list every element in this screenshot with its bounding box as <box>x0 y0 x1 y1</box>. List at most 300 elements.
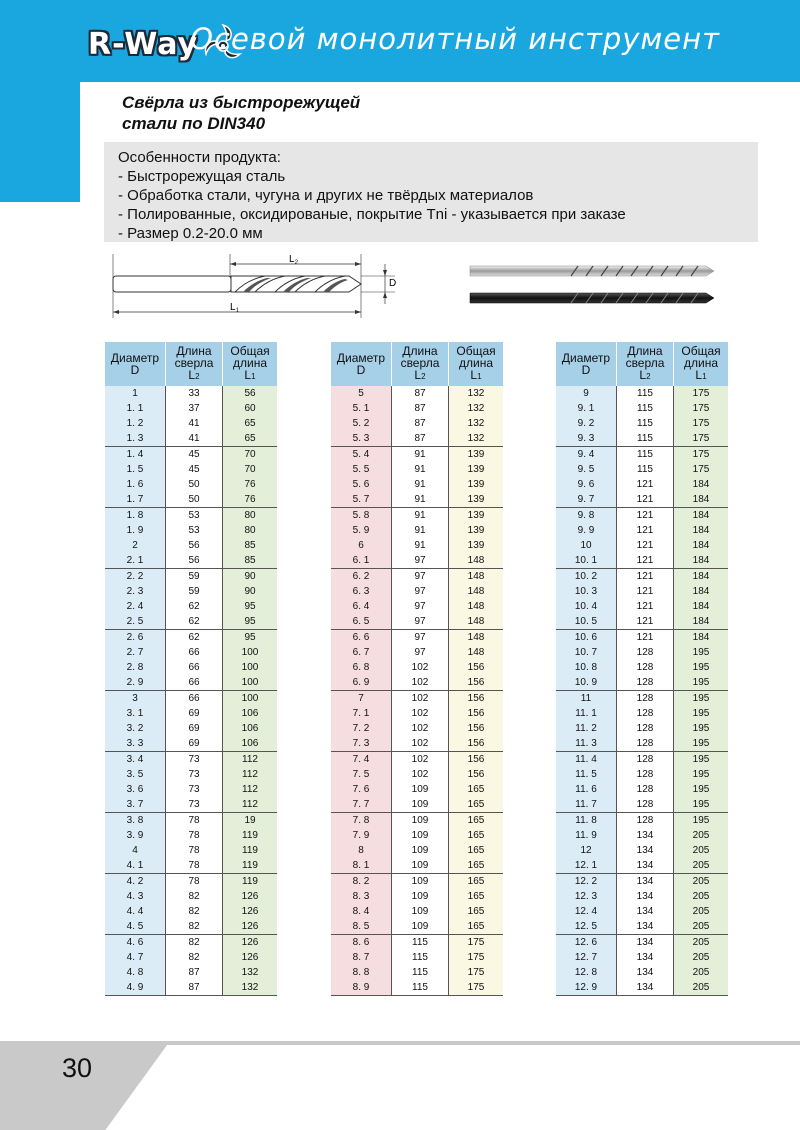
diameter-cell: 9. 3 <box>556 431 617 447</box>
drill-length-cell: 121 <box>617 614 674 630</box>
table-row <box>556 767 728 782</box>
table-row <box>331 889 503 904</box>
table-row <box>331 492 503 508</box>
table-row <box>105 614 277 630</box>
total-length-cell: 156 <box>449 660 504 675</box>
drill-length-cell: 128 <box>617 675 674 691</box>
drill-length-cell: 66 <box>166 660 223 675</box>
total-length-cell: 195 <box>674 752 729 768</box>
drill-length-cell: 78 <box>166 813 223 829</box>
drill-length-cell: 134 <box>617 919 674 935</box>
drill-length-cell: 109 <box>392 889 449 904</box>
drill-length-cell: 91 <box>392 477 449 492</box>
table-row <box>556 523 728 538</box>
total-length-cell: 195 <box>674 706 729 721</box>
total-length-cell: 132 <box>449 401 504 416</box>
table-row <box>105 462 277 477</box>
total-length-cell: 156 <box>449 752 504 768</box>
table-row <box>556 950 728 965</box>
diameter-cell: 7. 9 <box>331 828 392 843</box>
total-length-header: Общая длина L1 <box>449 342 504 386</box>
table-row <box>556 538 728 553</box>
total-length-cell: 156 <box>449 736 504 752</box>
diameter-cell: 11 <box>556 691 617 707</box>
diameter-cell: 3. 6 <box>105 782 166 797</box>
diameter-cell: 12. 3 <box>556 889 617 904</box>
total-length-cell: 205 <box>674 843 729 858</box>
table-row <box>556 630 728 646</box>
drill-length-cell: 115 <box>617 447 674 463</box>
drill-length-header: Длина сверла L2 <box>166 342 223 386</box>
diameter-cell: 2. 5 <box>105 614 166 630</box>
diameter-cell: 2. 1 <box>105 553 166 569</box>
drill-length-cell: 134 <box>617 843 674 858</box>
drill-length-cell: 102 <box>392 660 449 675</box>
total-length-cell: 175 <box>449 950 504 965</box>
table-row <box>331 386 503 401</box>
diameter-cell: 11. 9 <box>556 828 617 843</box>
drill-length-cell: 73 <box>166 782 223 797</box>
drill-length-cell: 121 <box>617 538 674 553</box>
drill-length-cell: 102 <box>392 736 449 752</box>
total-length-cell: 205 <box>674 858 729 874</box>
table-row <box>556 614 728 630</box>
table-row <box>556 858 728 874</box>
table-row <box>105 584 277 599</box>
drill-photo <box>466 260 716 310</box>
diameter-cell: 4. 4 <box>105 904 166 919</box>
diameter-header: Диаметр D <box>331 342 392 386</box>
diameter-cell: 1. 7 <box>105 492 166 508</box>
table-row <box>105 675 277 691</box>
total-length-cell: 195 <box>674 736 729 752</box>
total-length-cell: 148 <box>449 553 504 569</box>
total-length-cell: 205 <box>674 965 729 980</box>
table-row <box>105 889 277 904</box>
total-length-cell: 165 <box>449 874 504 890</box>
drill-length-cell: 53 <box>166 508 223 524</box>
total-length-cell: 148 <box>449 599 504 614</box>
total-length-cell: 100 <box>223 691 278 707</box>
drill-length-cell: 121 <box>617 508 674 524</box>
table-row <box>331 599 503 614</box>
diameter-cell: 12. 6 <box>556 935 617 951</box>
brand-name: R-Way <box>88 26 199 62</box>
diameter-cell: 10. 9 <box>556 675 617 691</box>
product-title-line2: стали по DIN340 <box>122 114 266 133</box>
diameter-cell: 1. 4 <box>105 447 166 463</box>
total-length-cell: 156 <box>449 706 504 721</box>
total-length-cell: 65 <box>223 431 278 447</box>
drill-length-cell: 45 <box>166 462 223 477</box>
diameter-cell: 8 <box>331 843 392 858</box>
table-row <box>105 797 277 813</box>
total-length-cell: 165 <box>449 813 504 829</box>
drill-length-cell: 115 <box>617 401 674 416</box>
total-length-cell: 70 <box>223 447 278 463</box>
diameter-cell: 9. 2 <box>556 416 617 431</box>
table-row <box>105 782 277 797</box>
drill-length-cell: 134 <box>617 935 674 951</box>
diameter-cell: 11. 6 <box>556 782 617 797</box>
total-length-cell: 119 <box>223 858 278 874</box>
table-row <box>105 858 277 874</box>
drill-length-cell: 115 <box>392 980 449 996</box>
drill-length-cell: 78 <box>166 874 223 890</box>
diameter-cell: 6. 1 <box>331 553 392 569</box>
total-length-header: Общая длина L1 <box>674 342 729 386</box>
total-length-cell: 132 <box>449 386 504 401</box>
diameter-cell: 1. 2 <box>105 416 166 431</box>
table-row <box>331 630 503 646</box>
drill-length-cell: 78 <box>166 843 223 858</box>
diameter-cell: 8. 7 <box>331 950 392 965</box>
table-row <box>105 401 277 416</box>
drill-length-cell: 115 <box>617 416 674 431</box>
total-length-cell: 126 <box>223 904 278 919</box>
total-length-cell: 205 <box>674 874 729 890</box>
diameter-cell: 4. 2 <box>105 874 166 890</box>
diameter-cell: 9. 9 <box>556 523 617 538</box>
drill-length-cell: 109 <box>392 828 449 843</box>
table-row <box>331 843 503 858</box>
diameter-cell: 3. 8 <box>105 813 166 829</box>
diameter-cell: 6. 6 <box>331 630 392 646</box>
total-length-cell: 195 <box>674 797 729 813</box>
diameter-cell: 8. 3 <box>331 889 392 904</box>
table-row <box>556 492 728 508</box>
feature-item: - Полированные, оксидированые, покрытие Tni - указывается при заказе <box>118 206 626 223</box>
table-row <box>105 431 277 447</box>
diameter-cell: 5. 8 <box>331 508 392 524</box>
table-row <box>556 752 728 768</box>
drill-length-cell: 134 <box>617 980 674 996</box>
product-title-line1: Свёрла из быстрорежущей <box>122 93 361 112</box>
table-row <box>105 874 277 890</box>
drill-length-cell: 50 <box>166 492 223 508</box>
diameter-cell: 10. 5 <box>556 614 617 630</box>
diameter-cell: 5. 1 <box>331 401 392 416</box>
table-row <box>331 477 503 492</box>
drill-length-cell: 115 <box>392 935 449 951</box>
table-row <box>331 935 503 951</box>
diameter-cell: 12. 7 <box>556 950 617 965</box>
total-length-cell: 184 <box>674 553 729 569</box>
table-row <box>556 416 728 431</box>
table-row <box>556 782 728 797</box>
diameter-cell: 3. 3 <box>105 736 166 752</box>
total-length-cell: 175 <box>674 416 729 431</box>
drill-size-table-3 <box>556 342 728 996</box>
table-row <box>556 477 728 492</box>
diameter-header: Диаметр D <box>556 342 617 386</box>
table-row <box>556 447 728 463</box>
table-row <box>105 553 277 569</box>
drill-length-cell: 109 <box>392 874 449 890</box>
table-row <box>105 416 277 431</box>
table-row <box>331 523 503 538</box>
total-length-cell: 184 <box>674 584 729 599</box>
total-length-cell: 119 <box>223 874 278 890</box>
table-row <box>105 919 277 935</box>
total-length-cell: 195 <box>674 675 729 691</box>
diameter-cell: 1. 3 <box>105 431 166 447</box>
diameter-cell: 1. 6 <box>105 477 166 492</box>
drill-length-cell: 109 <box>392 797 449 813</box>
total-length-cell: 175 <box>449 935 504 951</box>
table-row <box>331 980 503 996</box>
total-length-cell: 106 <box>223 706 278 721</box>
drill-length-cell: 128 <box>617 660 674 675</box>
total-length-cell: 126 <box>223 950 278 965</box>
drill-length-cell: 59 <box>166 584 223 599</box>
total-length-cell: 184 <box>674 492 729 508</box>
drill-length-cell: 53 <box>166 523 223 538</box>
total-length-cell: 139 <box>449 523 504 538</box>
diameter-cell: 7. 5 <box>331 767 392 782</box>
table-row <box>105 767 277 782</box>
total-length-cell: 175 <box>674 401 729 416</box>
table-row <box>556 813 728 829</box>
drill-length-cell: 69 <box>166 706 223 721</box>
feature-item: - Размер 0.2-20.0 мм <box>118 225 263 242</box>
drill-length-cell: 97 <box>392 599 449 614</box>
drill-length-cell: 62 <box>166 630 223 646</box>
total-length-cell: 80 <box>223 508 278 524</box>
table-row <box>331 538 503 553</box>
drill-length-cell: 102 <box>392 691 449 707</box>
table-row <box>331 874 503 890</box>
features-heading: Особенности продукта: <box>118 149 281 166</box>
drill-length-cell: 134 <box>617 965 674 980</box>
drill-length-cell: 97 <box>392 645 449 660</box>
diameter-header: Диаметр D <box>105 342 166 386</box>
diameter-cell: 2. 3 <box>105 584 166 599</box>
diameter-cell: 6. 5 <box>331 614 392 630</box>
diameter-cell: 1. 9 <box>105 523 166 538</box>
total-length-cell: 19 <box>223 813 278 829</box>
diameter-cell: 6. 3 <box>331 584 392 599</box>
drill-length-cell: 109 <box>392 813 449 829</box>
table-row <box>105 965 277 980</box>
total-length-cell: 195 <box>674 660 729 675</box>
diameter-cell: 11. 1 <box>556 706 617 721</box>
total-length-cell: 175 <box>449 965 504 980</box>
drill-length-cell: 128 <box>617 797 674 813</box>
features-box <box>104 142 758 242</box>
drill-length-cell: 91 <box>392 538 449 553</box>
total-length-cell: 156 <box>449 767 504 782</box>
total-length-cell: 148 <box>449 569 504 585</box>
table-header-row <box>556 342 728 386</box>
diameter-cell: 2. 2 <box>105 569 166 585</box>
drill-dimension-diagram <box>105 252 405 322</box>
total-length-cell: 184 <box>674 508 729 524</box>
drill-length-cell: 128 <box>617 767 674 782</box>
diameter-cell: 6 <box>331 538 392 553</box>
diameter-cell: 11. 2 <box>556 721 617 736</box>
total-length-cell: 95 <box>223 630 278 646</box>
table-row <box>331 660 503 675</box>
total-length-cell: 132 <box>223 965 278 980</box>
drill-length-cell: 62 <box>166 599 223 614</box>
diameter-cell: 8. 4 <box>331 904 392 919</box>
table-row <box>105 843 277 858</box>
drill-length-cell: 102 <box>392 767 449 782</box>
table-row <box>556 431 728 447</box>
diameter-cell: 12 <box>556 843 617 858</box>
table-row <box>105 706 277 721</box>
drill-length-cell: 97 <box>392 553 449 569</box>
diameter-cell: 5. 5 <box>331 462 392 477</box>
diameter-cell: 7. 8 <box>331 813 392 829</box>
table-row <box>556 980 728 996</box>
diameter-cell: 10. 1 <box>556 553 617 569</box>
header-side-accent <box>0 82 80 202</box>
diameter-cell: 3. 5 <box>105 767 166 782</box>
diameter-cell: 7. 3 <box>331 736 392 752</box>
table-row <box>105 904 277 919</box>
diameter-cell: 5 <box>331 386 392 401</box>
diameter-cell: 6. 9 <box>331 675 392 691</box>
drill-length-cell: 128 <box>617 782 674 797</box>
total-length-cell: 119 <box>223 843 278 858</box>
drill-length-cell: 97 <box>392 569 449 585</box>
table-row <box>556 828 728 843</box>
diameter-cell: 7. 2 <box>331 721 392 736</box>
total-length-cell: 80 <box>223 523 278 538</box>
total-length-cell: 139 <box>449 538 504 553</box>
total-length-cell: 70 <box>223 462 278 477</box>
drill-length-cell: 128 <box>617 691 674 707</box>
diameter-cell: 1 <box>105 386 166 401</box>
diameter-cell: 7 <box>331 691 392 707</box>
total-length-cell: 139 <box>449 462 504 477</box>
total-length-cell: 175 <box>674 462 729 477</box>
table-row <box>105 935 277 951</box>
feature-item: - Быстрорежущая сталь <box>118 168 286 185</box>
table-row <box>331 614 503 630</box>
drill-length-cell: 87 <box>166 965 223 980</box>
drill-length-cell: 115 <box>392 950 449 965</box>
table-row <box>331 767 503 782</box>
diameter-cell: 9. 7 <box>556 492 617 508</box>
table-header-row <box>331 342 503 386</box>
diameter-cell: 5. 7 <box>331 492 392 508</box>
total-length-cell: 205 <box>674 919 729 935</box>
total-length-cell: 184 <box>674 477 729 492</box>
diameter-cell: 3. 4 <box>105 752 166 768</box>
diameter-cell: 6. 2 <box>331 569 392 585</box>
total-length-cell: 184 <box>674 614 729 630</box>
diameter-cell: 9 <box>556 386 617 401</box>
diameter-cell: 10. 4 <box>556 599 617 614</box>
drill-length-cell: 121 <box>617 523 674 538</box>
diameter-cell: 5. 3 <box>331 431 392 447</box>
total-length-cell: 139 <box>449 492 504 508</box>
page-number: 30 <box>62 1053 93 1083</box>
diameter-cell: 2 <box>105 538 166 553</box>
total-length-cell: 205 <box>674 980 729 996</box>
table-row <box>556 553 728 569</box>
drill-length-cell: 91 <box>392 508 449 524</box>
table-row <box>556 569 728 585</box>
total-length-cell: 175 <box>674 431 729 447</box>
drill-length-cell: 37 <box>166 401 223 416</box>
table-row <box>331 904 503 919</box>
total-length-cell: 126 <box>223 919 278 935</box>
table-row <box>556 965 728 980</box>
total-length-cell: 175 <box>449 980 504 996</box>
diameter-cell: 7. 7 <box>331 797 392 813</box>
total-length-cell: 132 <box>223 980 278 996</box>
total-length-cell: 205 <box>674 889 729 904</box>
table-row <box>105 645 277 660</box>
table-row <box>331 553 503 569</box>
total-length-cell: 95 <box>223 599 278 614</box>
total-length-cell: 205 <box>674 935 729 951</box>
table-row <box>105 477 277 492</box>
total-length-cell: 90 <box>223 569 278 585</box>
diameter-cell: 11. 7 <box>556 797 617 813</box>
total-length-cell: 195 <box>674 721 729 736</box>
diameter-cell: 11. 4 <box>556 752 617 768</box>
table-row <box>331 447 503 463</box>
diameter-cell: 2. 6 <box>105 630 166 646</box>
diameter-cell: 10. 3 <box>556 584 617 599</box>
drill-length-cell: 66 <box>166 675 223 691</box>
drill-length-cell: 115 <box>617 431 674 447</box>
table-row <box>556 675 728 691</box>
drill-size-table-2 <box>331 342 503 996</box>
drill-length-cell: 97 <box>392 584 449 599</box>
table-row <box>331 706 503 721</box>
table-row <box>331 919 503 935</box>
table-row <box>556 584 728 599</box>
diameter-cell: 12. 9 <box>556 980 617 996</box>
total-length-cell: 165 <box>449 904 504 919</box>
total-length-cell: 85 <box>223 538 278 553</box>
drill-length-cell: 33 <box>166 386 223 401</box>
table-row <box>331 675 503 691</box>
total-length-cell: 76 <box>223 477 278 492</box>
drill-length-cell: 82 <box>166 935 223 951</box>
total-length-cell: 139 <box>449 508 504 524</box>
total-length-cell: 165 <box>449 889 504 904</box>
diameter-cell: 1. 1 <box>105 401 166 416</box>
diameter-cell: 5. 2 <box>331 416 392 431</box>
drill-length-cell: 121 <box>617 630 674 646</box>
total-length-cell: 95 <box>223 614 278 630</box>
diameter-cell: 4. 5 <box>105 919 166 935</box>
diameter-cell: 6. 8 <box>331 660 392 675</box>
table-row <box>556 645 728 660</box>
drill-length-cell: 128 <box>617 706 674 721</box>
diameter-cell: 8. 2 <box>331 874 392 890</box>
drill-length-cell: 91 <box>392 462 449 477</box>
table-row <box>105 447 277 463</box>
total-length-cell: 156 <box>449 691 504 707</box>
total-length-cell: 139 <box>449 477 504 492</box>
drill-length-cell: 56 <box>166 553 223 569</box>
drill-length-cell: 115 <box>617 386 674 401</box>
diameter-cell: 11. 5 <box>556 767 617 782</box>
drill-length-cell: 121 <box>617 569 674 585</box>
table-row <box>105 752 277 768</box>
diameter-cell: 4 <box>105 843 166 858</box>
total-length-cell: 205 <box>674 904 729 919</box>
total-length-cell: 60 <box>223 401 278 416</box>
